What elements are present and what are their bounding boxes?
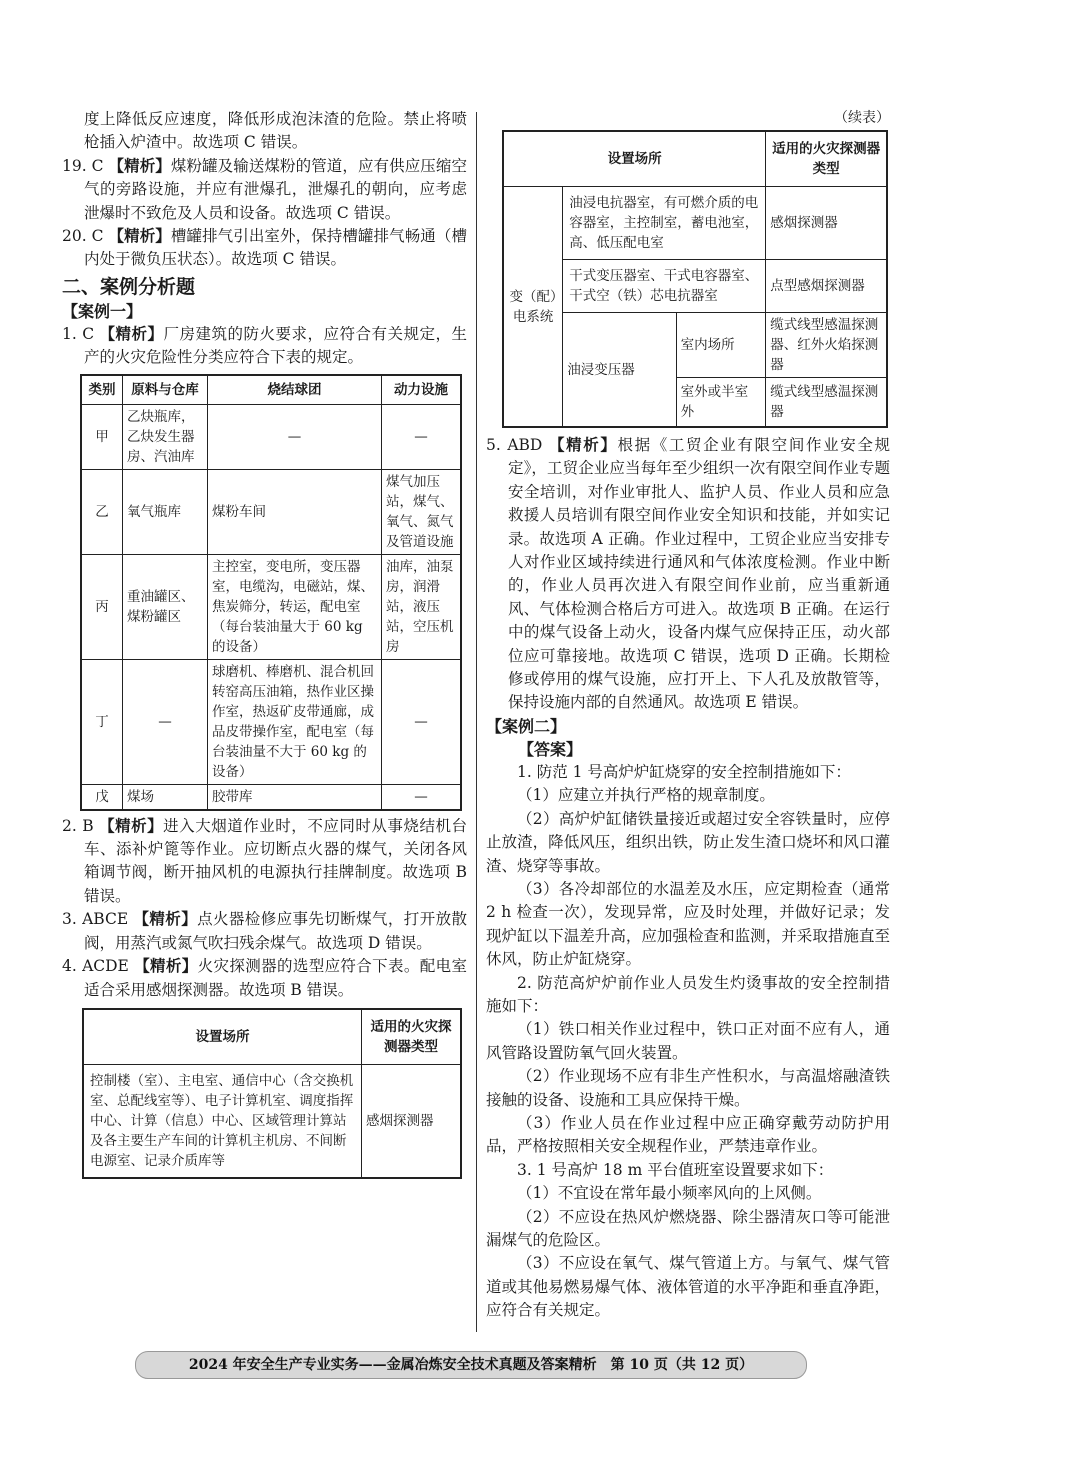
table-cell: 煤气加压站，煤气、氧气、氮气及管道设施 <box>382 469 462 554</box>
question-text: 进入大烟道作业时，不应同时从事烧结机台车、添补炉篦等作业。应切断点火器的煤气，关闭各风箱调节阀，断开抽风机的电源执行挂牌制度。故选项 B 错误。 <box>84 816 467 905</box>
answer-point: 3. 1 号高炉 18 m 平台值班室设置要求如下： <box>517 1160 834 1179</box>
jingxi-tag: 【精析】 <box>108 227 171 246</box>
table-cell: 球磨机、棒磨机、混合机回转窑高压油箱，热作业区操作室，热返矿皮带通廊，成品皮带操作室，配电室（每台装油量不大于 60 kg 的设备） <box>208 659 382 784</box>
table-cell: 油库，油泵房，润滑站，液压站，空压机房 <box>382 554 462 659</box>
table-header: 设置场所 <box>83 1009 362 1065</box>
jingxi-tag: 【精析】 <box>108 156 171 175</box>
table-row <box>81 404 461 469</box>
table-cell: 缆式线型感温探测器、红外火焰探测器 <box>766 313 887 378</box>
answer-item: （2）不应设在热风炉燃烧器、除尘器清灰口等可能泄漏煤气的危险区。 <box>486 1207 890 1249</box>
question-number: 2. B <box>62 816 94 835</box>
paragraph-continued: 度上降低反应速度，降低形成泡沫渣的危险。禁止将喷枪插入炉渣中。故选项 C 错误。 <box>84 110 467 152</box>
table-cell: 甲 <box>81 404 123 469</box>
continued-table-label: （续表） <box>834 110 890 126</box>
answer-item: （2）高炉炉缸储铁量接近或超过安全容铁量时，应停止放渣，降低风压，组织出铁，防止发生渣口烧坏和风口灌渣、烧穿等事故。 <box>486 809 890 875</box>
question-1 <box>62 323 467 370</box>
table-cell: 点型感烟探测器 <box>766 260 887 313</box>
answer-point: 2. 防范高炉炉前作业人员发生灼烫事故的安全控制措施如下： <box>486 973 890 1015</box>
answer-item: （1）铁口相关作业过程中，铁口正对面不应有人，通风管路设置防氧气回火装置。 <box>486 1020 890 1062</box>
question-text: 点火器检修应事先切断煤气，打开放散阀，用蒸汽或氮气吹扫残余煤气。故选项 D 错误。 <box>84 910 467 952</box>
table-cell: 煤粉车间 <box>208 469 382 554</box>
table-cell: — <box>208 404 382 469</box>
table-row <box>81 784 461 810</box>
table-row <box>81 554 461 659</box>
table-cell: — <box>382 659 462 784</box>
case-heading-1: 【案例一】 <box>62 301 143 321</box>
jingxi-tag: 【精析】 <box>548 436 618 454</box>
answer-point: 1. 防范 1 号高炉炉缸烧穿的安全控制措施如下： <box>517 762 851 781</box>
detector-table-continued <box>502 130 888 428</box>
question-3 <box>62 908 467 955</box>
answer-heading: 【答案】 <box>518 739 583 759</box>
page-footer: 2024 年安全生产专业实务——金属冶炼安全技术真题及答案精析 第 10 页（共 12 页） <box>135 1351 807 1379</box>
table-cell: 乙炔瓶库，乙炔发生器房、汽油库 <box>123 404 208 469</box>
table-cell: 控制楼（室）、主电室、通信中心（含交换机室、总配线室等）、电子计算机室、调度指挥中心、计算（信息）中心、区域管理计算站及各主要生产车间的计算机主机房、不间断电源室、记录介质库等 <box>83 1064 362 1178</box>
question-20 <box>62 225 467 272</box>
table-header: 原料与仓库 <box>123 375 208 405</box>
table-cell: 室外或半室外 <box>676 378 766 428</box>
table-header: 类别 <box>81 375 123 405</box>
table-cell: 缆式线型感温探测器 <box>766 378 887 428</box>
table-row <box>83 1064 461 1178</box>
table-cell: 丁 <box>81 659 123 784</box>
answer-item: （3）不应设在氧气、煤气管道上方。与氧气、煤气管道或其他易燃易爆气体、液体管道的水平净距和垂直净距，应符合有关规定。 <box>486 1254 890 1320</box>
table-cell: 干式变压器室、干式电容器室、干式空（铁）芯电抗器室 <box>563 260 766 313</box>
question-number: 3. ABCE <box>62 910 129 929</box>
question-19 <box>62 155 467 225</box>
question-text: 煤粉罐及输送煤粉的管道，应有供应压缩空气的旁路设施，并应有泄爆孔，泄爆孔的朝向，应考虑泄爆时不致危及人员和设备。故选项 C 错误。 <box>84 156 467 222</box>
question-number: 5. ABD <box>486 436 543 454</box>
answer-item: （3）各冷却部位的水温差及水压，应定期检查（通常 2 h 检查一次），发现异常，应及时处理，并做好记录；发现炉缸以下温差升高，应加强检查和监测，并采取措施直至休风，防止炉缸烧穿。 <box>486 879 890 969</box>
table-row <box>81 469 461 554</box>
question-5 <box>486 434 890 715</box>
table-cell: — <box>382 404 462 469</box>
table-cell: 乙 <box>81 469 123 554</box>
question-number: 20. C <box>62 227 104 246</box>
table-header: 适用的火灾探测器类型 <box>766 131 887 187</box>
table-header: 烧结球团 <box>208 375 382 405</box>
table-cell: 感烟探测器 <box>766 187 887 260</box>
column-divider <box>476 112 477 1332</box>
table-cell: — <box>123 659 208 784</box>
table-cell: 丙 <box>81 554 123 659</box>
left-column <box>62 108 467 1179</box>
table-header: 动力设施 <box>382 375 462 405</box>
question-text: 火灾探测器的选型应符合下表。配电室适合采用感烟探测器。故选项 B 错误。 <box>84 957 467 999</box>
jingxi-tag: 【精析】 <box>99 816 164 835</box>
table-cell: 重油罐区、煤粉罐区 <box>123 554 208 659</box>
question-4 <box>62 955 467 1002</box>
answer-item: （1）不宜设在常年最小频率风向的上风侧。 <box>517 1184 822 1203</box>
case-heading-2: 【案例二】 <box>486 716 567 736</box>
table-cell: 胶带库 <box>208 784 382 810</box>
table-cell: 主控室，变电所，变压器室，电缆沟，电磁站，煤、焦炭筛分，转运，配电室（每台装油量大于 60 kg 的设备） <box>208 554 382 659</box>
right-column <box>486 108 890 1323</box>
table-cell: 戊 <box>81 784 123 810</box>
answer-item: （2）作业现场不应有非生产性积水，与高温熔融渣铁接触的设备、设施和工具应保持干燥。 <box>486 1067 890 1109</box>
answer-item: （1）应建立并执行严格的规章制度。 <box>517 786 775 805</box>
table-header: 设置场所 <box>503 131 766 187</box>
table-header: 适用的火灾探测器类型 <box>362 1009 462 1065</box>
table-cell-group: 变（配）电系统 <box>503 187 563 428</box>
question-2 <box>62 815 467 909</box>
question-number: 1. C <box>62 324 95 343</box>
question-text: 根据《工贸企业有限空间作业安全规定》，工贸企业应当每年至少组织一次有限空间作业专题安全培训，对作业审批人、监护人员、作业人员和应急救援人员培训有限空间作业安全知识和技能，并如实记录。故选项 A 正确。作业过程中，工贸企业应当安排专人对作业区域持续进行通风和气体浓度检测。作业中断的，作业人员再次进入有限空间作业前，应当重新通风、气体检测合格后方可进入。故选项 B 正确。在运行中的煤气设备上动火，设备内煤气应保持正压，动火部位应可靠接地。故选项 C 错误，选项 D 正确。长期检修或停用的煤气设施，应打开上、下人孔及放散管等，保持设施内部的自然通风。故选项 E 错误。 <box>508 436 890 712</box>
table-cell: 煤场 <box>123 784 208 810</box>
jingxi-tag: 【精析】 <box>133 910 198 929</box>
question-text: 厂房建筑的防火要求，应符合有关规定，生产的火灾危险性分类应符合下表的规定。 <box>84 324 467 367</box>
jingxi-tag: 【精析】 <box>99 324 164 343</box>
detector-table <box>82 1008 462 1179</box>
question-text: 槽罐排气引出室外，保持槽罐排气畅通（槽内处于微负压状态）。故选项 C 错误。 <box>84 227 467 269</box>
answer-item: （3）作业人员在作业过程中应正确穿戴劳动防护用品，严格按照相关安全规程作业，严禁违章作业。 <box>486 1113 890 1156</box>
question-number: 4. ACDE <box>62 957 129 976</box>
table-cell: 油浸变压器 <box>563 313 676 428</box>
question-number: 19. C <box>62 156 104 175</box>
table-cell: 室内场所 <box>676 313 766 378</box>
table-cell: — <box>382 784 462 810</box>
jingxi-tag: 【精析】 <box>134 957 198 976</box>
fire-risk-table <box>80 374 462 811</box>
table-row <box>503 187 887 260</box>
table-cell: 氧气瓶库 <box>123 469 208 554</box>
table-row <box>81 659 461 784</box>
section-heading: 二、案例分析题 <box>62 275 196 298</box>
table-cell: 感烟探测器 <box>362 1064 462 1178</box>
table-cell: 油浸电抗器室，有可燃介质的电容器室，主控制室，蓄电池室，高、低压配电室 <box>563 187 766 260</box>
